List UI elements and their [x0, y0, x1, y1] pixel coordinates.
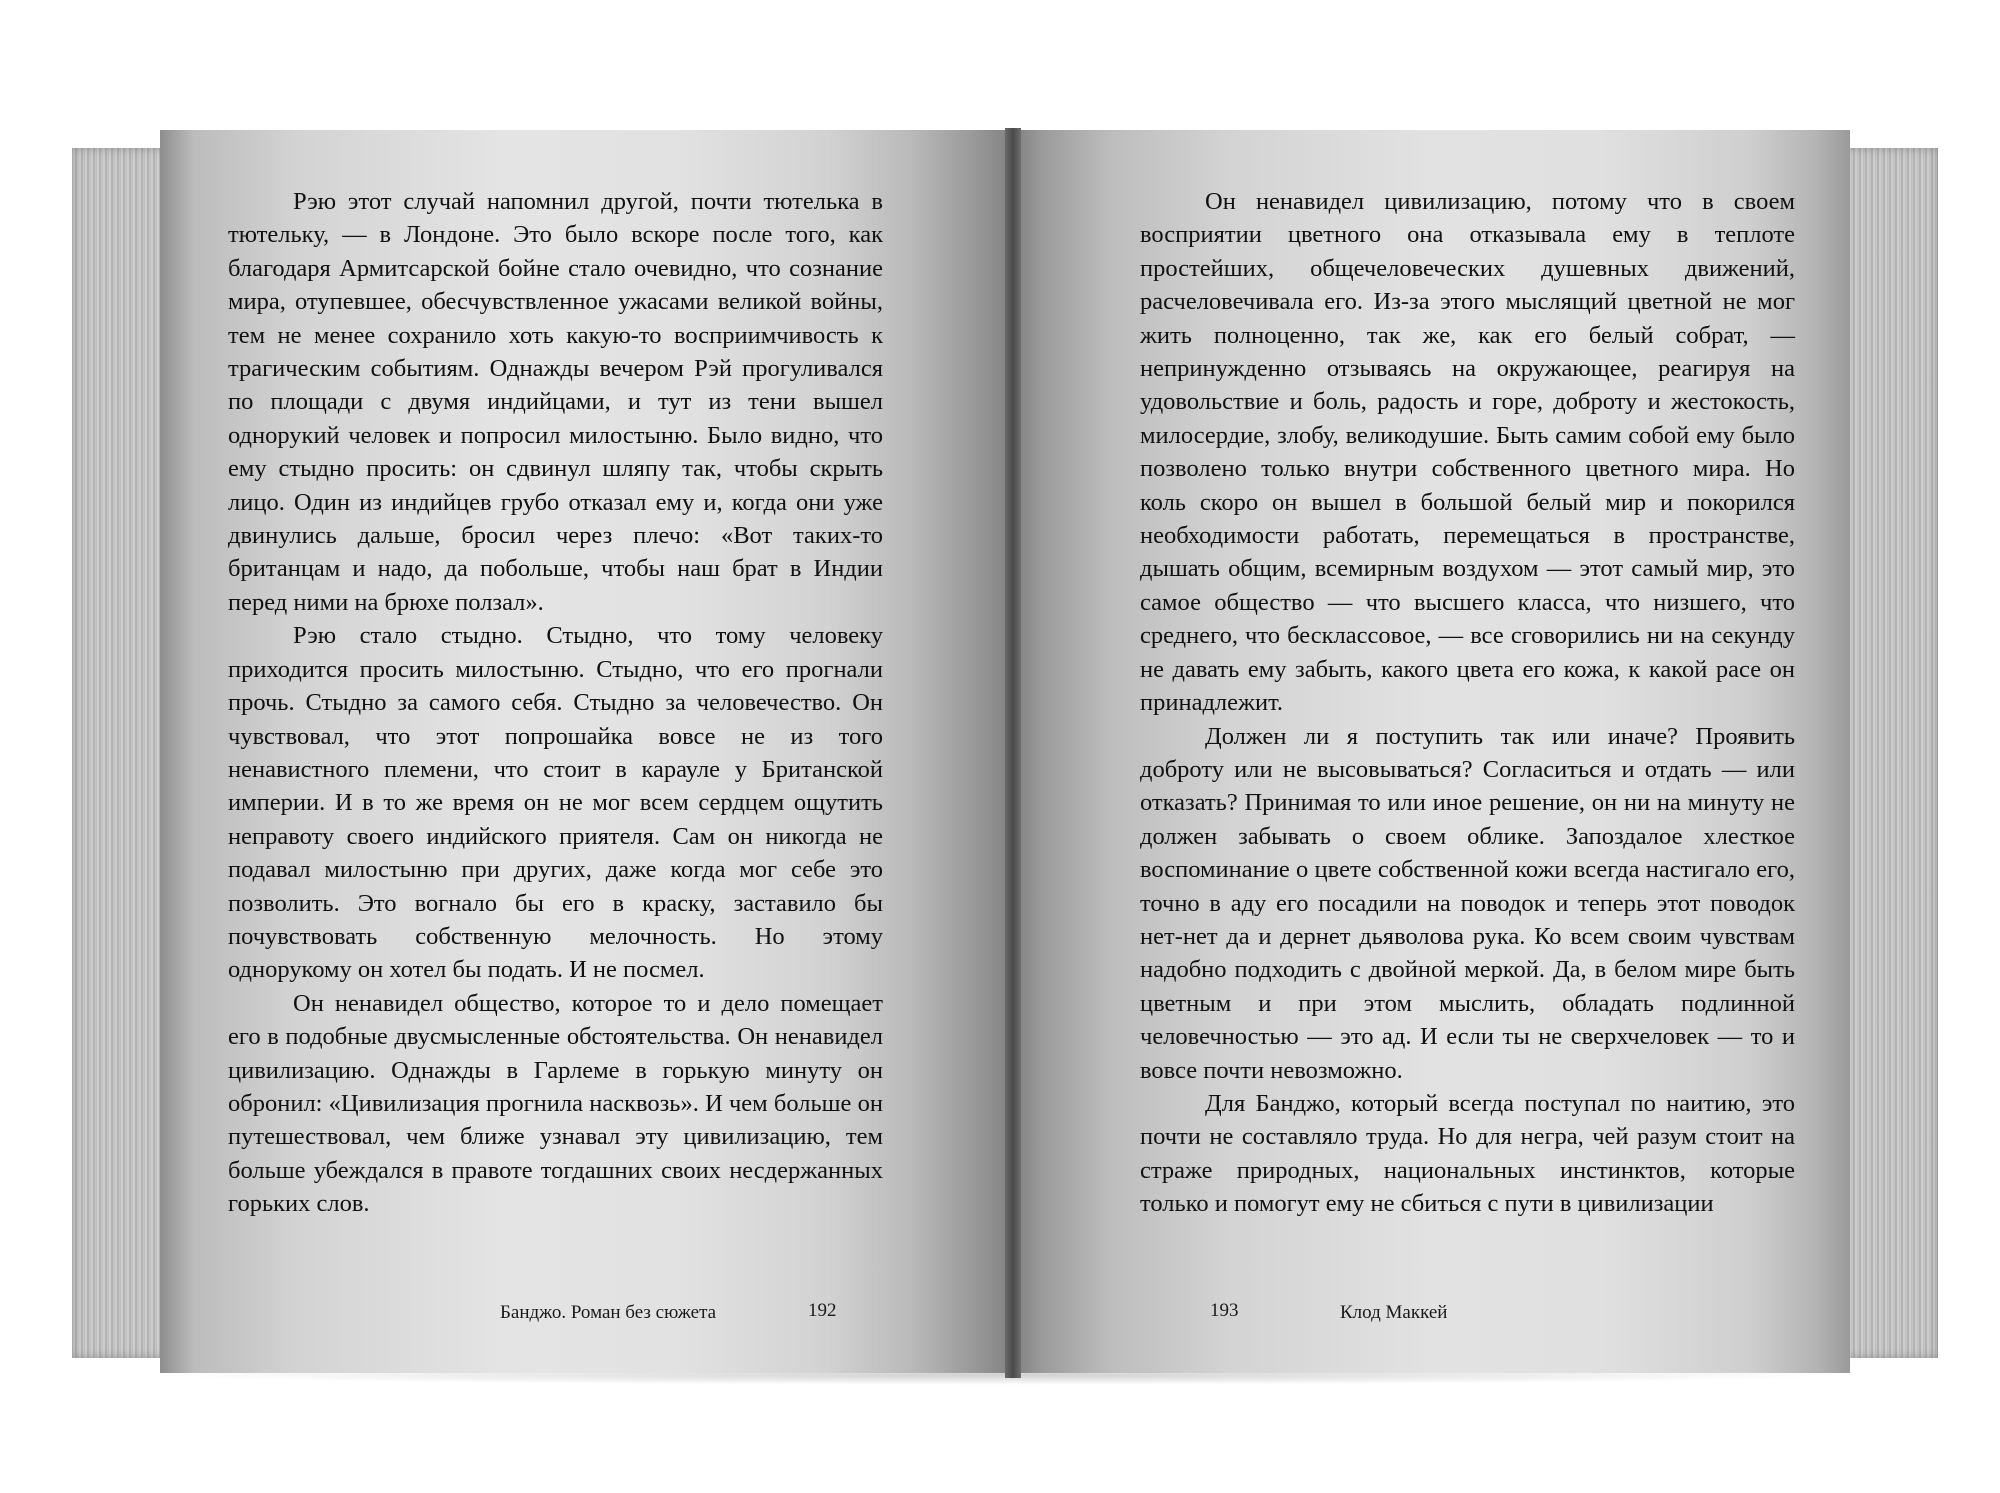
running-footer-author: Клод Маккей [1340, 1302, 1448, 1323]
left-page-block-edge [72, 148, 170, 1358]
left-page [160, 130, 1015, 1373]
running-footer-title: Банджо. Роман без сюжета [500, 1302, 717, 1323]
paragraph: Рэю этот случай напомнил другой, почти тютелька в тютельку, — в Лондоне. Это было вскоре после того, как благодаря Армитсарской бойне стало очевидно, что сознание мира, отупевшее, обесчувствленное ужасами великой войны, тем не менее сохранило хоть какую-то восприимчивость к трагическим событиям. Однажды вечером Рэй прогуливался по площади с двумя индийцами, и тут из тени вышел однорукий человек и попросил милостыню. Было видно, что ему стыдно просить: он сдвинул шляпу так, чтобы скрыть лицо. Один из индийцев грубо отказал ему и, когда они уже двинулись дальше, бросил через плечо: «Вот таких-то британцам и надо, да побольше, чтобы наш брат в Индии перед ними на брюхе ползал». [228, 188, 883, 616]
right-page [1010, 130, 1850, 1373]
right-page-block-edge [1840, 148, 1938, 1358]
paragraph: Он ненавидел цивилизацию, потому что в своем восприятии цветного она отказывала ему в теплоте простейших, общечеловеческих душевных движений, расчеловечивала его. Из-за этого мыслящий цветной не мог жить полноценно, так же, как его белый собрат, — непринужденно отзываясь на окружающее, реагируя на удовольствие и боль, радость и горе, доброту и жестокость, милосердие, злобу, великодушие. Быть самим собой ему было позволено только внутри собственного цветного мира. Но коль скоро он вышел в большой белый мир и покорился необходимости работать, перемещаться в пространстве, дышать общим, всемирным воздухом — этот самый мир, это самое общество — что высшего класса, что низшего, что среднего, что бесклассовое, — все сговорились ни на секунду не давать ему забыть, какого цвета его кожа, к какой расе он принадлежит. [1140, 188, 1795, 717]
left-page-text [228, 185, 883, 1221]
book-gutter [1005, 128, 1021, 1378]
paragraph: Должен ли я поступить так или иначе? Проявить доброту или не высовываться? Согласиться и отдать — или отказать? Принимая то или иное решение, он ни на минуту не должен забывать о своем облике. Запоздалое хлесткое воспоминание о цвете собственной кожи всегда настигало его, точно в аду его посадили на поводок и теперь этот поводок нет-нет да и дернет дьяволова рука. Ко всем своим чувствам надобно подходить с двойной меркой. Да, в белом мире быть цветным и при этом мыслить, обладать подлинной человечностью — это ад. И если ты не сверхчеловек — то и вовсе почти невозможно. [1140, 722, 1795, 1084]
paragraph: Он ненавидел общество, которое то и дело помещает его в подобные двусмысленные обстоятельства. Он ненавидел цивилизацию. Однажды в Гарлеме в горькую минуту он обронил: «Цивилизация прогнила насквозь». И чем больше он путешествовал, чем ближе узнавал эту цивилизацию, тем больше убеждался в правоте тогдашних своих несдержанных горьких слов. [228, 989, 883, 1218]
right-page-text [1140, 185, 1795, 1221]
paragraph: Рэю стало стыдно. Стыдно, что тому человеку приходится просить милостыню. Стыдно, что его прогнали прочь. Стыдно за самого себя. Стыдно за человечество. Он чувствовал, что этот попрошайка вовсе не из того ненавистного племени, что стоит в карауле у Британской империи. И в то же время он не мог всем сердцем ощутить неправоту своего индийского приятеля. Сам он никогда не подавал милостыню при других, даже когда мог себе это позволить. Это вогнало бы его в краску, заставило бы почувствовать собственную мелочность. Но этому однорукому он хотел бы подать. И не посмел. [228, 622, 883, 984]
page-number: 193 [1210, 1300, 1239, 1321]
paragraph: Для Банджо, который всегда поступал по наитию, это почти не составляло труда. Но для негра, чей разум стоит на страже природных, национальных инстинктов, которые только и помогут ему не сбиться с пути в цивилизации [1140, 1089, 1795, 1218]
page-number: 192 [808, 1300, 837, 1321]
